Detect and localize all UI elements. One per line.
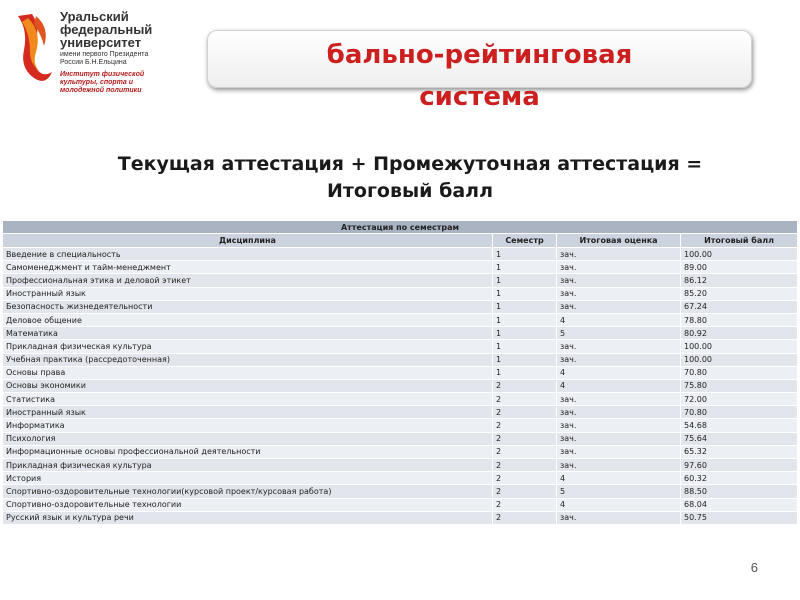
final-score-cell: 67.24 [681,300,798,313]
final-score-cell: 78.80 [681,313,798,326]
final-score-cell: 97.60 [681,459,798,472]
table-row [3,485,798,498]
discipline-cell: Статистика [3,393,493,406]
column-header-semester: Семестр [493,234,557,248]
university-logo [14,10,164,105]
grading-formula-line: Текущая аттестация + Промежуточная аттестация = [117,153,703,175]
final-grade-cell: зач. [557,511,681,524]
table-row [3,459,798,472]
discipline-cell: Спортивно-оздоровительные технологии(курсовой проект/курсовая работа) [3,485,493,498]
semester-cell: 1 [493,340,557,353]
attestation-table-container [2,220,797,525]
page-number: 6 [750,560,758,575]
table-row [3,419,798,432]
column-header-final-grade: Итоговая оценка [557,234,681,248]
grading-formula-line: Итоговый балл [327,180,493,202]
table-row [3,498,798,511]
final-grade-cell: 4 [557,498,681,511]
semester-cell: 1 [493,261,557,274]
slide-title-line: система [419,82,540,112]
final-grade-cell: зач. [557,340,681,353]
semester-cell: 2 [493,393,557,406]
semester-cell: 1 [493,366,557,379]
final-score-cell: 75.80 [681,379,798,392]
semester-cell: 2 [493,485,557,498]
final-score-cell: 100.00 [681,353,798,366]
table-row [3,261,798,274]
semester-cell: 2 [493,511,557,524]
final-score-cell: 70.80 [681,366,798,379]
final-grade-cell: 4 [557,313,681,326]
final-grade-cell: зач. [557,419,681,432]
discipline-cell: Информатика [3,419,493,432]
discipline-cell: Математика [3,327,493,340]
university-name [60,10,160,49]
semester-cell: 1 [493,353,557,366]
discipline-cell: История [3,472,493,485]
semester-cell: 2 [493,432,557,445]
slide-title [207,34,752,118]
final-score-cell: 75.64 [681,432,798,445]
table-row [3,511,798,524]
discipline-cell: Русский язык и культура речи [3,511,493,524]
semester-cell: 1 [493,287,557,300]
final-score-cell: 54.68 [681,419,798,432]
final-grade-cell: 5 [557,485,681,498]
university-name-line: университет [60,35,142,50]
final-grade-cell: 5 [557,327,681,340]
table-row [3,287,798,300]
discipline-cell: Основы права [3,366,493,379]
discipline-cell: Психология [3,432,493,445]
final-score-cell: 86.12 [681,274,798,287]
institute-name-line: Институт физической [60,71,145,78]
final-grade-cell: 4 [557,366,681,379]
discipline-cell: Основы экономики [3,379,493,392]
final-score-cell: 88.50 [681,485,798,498]
final-grade-cell: зач. [557,393,681,406]
discipline-cell: Профессиональная этика и деловой этикет [3,274,493,287]
semester-cell: 2 [493,498,557,511]
final-grade-cell: зач. [557,432,681,445]
discipline-cell: Прикладная физическая культура [3,459,493,472]
final-score-cell: 68.04 [681,498,798,511]
discipline-cell: Учебная практика (рассредоточенная) [3,353,493,366]
final-grade-cell: зач. [557,459,681,472]
table-row [3,353,798,366]
final-grade-cell: зач. [557,287,681,300]
discipline-cell: Спортивно-оздоровительные технологии [3,498,493,511]
table-row [3,406,798,419]
table-row [3,472,798,485]
slide-title-line: бально-рейтинговая [326,40,633,70]
semester-cell: 1 [493,248,557,261]
table-row [3,327,798,340]
discipline-cell: Прикладная физическая культура [3,340,493,353]
table-row [3,300,798,313]
discipline-cell: Деловое общение [3,313,493,326]
semester-cell: 1 [493,327,557,340]
table-row [3,379,798,392]
table-row [3,313,798,326]
table-row [3,274,798,287]
table-body [3,248,798,525]
column-header-discipline: Дисциплина [3,234,493,248]
table-caption: Аттестация по семестрам [3,221,798,234]
final-grade-cell: зач. [557,353,681,366]
final-score-cell: 70.80 [681,406,798,419]
final-grade-cell: зач. [557,300,681,313]
final-grade-cell: 4 [557,472,681,485]
institute-name-line: культуры, спорта и [60,79,134,86]
institute-name-line: молодежной политики [60,87,142,94]
grading-formula [40,151,780,205]
final-grade-cell: зач. [557,406,681,419]
university-subtitle-line: России Б.Н.Ельцина [60,59,127,66]
university-subtitle [60,51,160,67]
university-subtitle-line: имени первого Президента [60,51,149,58]
semester-cell: 2 [493,406,557,419]
discipline-cell: Безопасность жизнедеятельности [3,300,493,313]
table-row [3,432,798,445]
university-name-line: Уральский [60,9,129,24]
ural-university-emblem-icon [14,12,56,84]
semester-cell: 2 [493,459,557,472]
final-score-cell: 100.00 [681,248,798,261]
final-grade-cell: зач. [557,261,681,274]
discipline-cell: Иностранный язык [3,287,493,300]
table-row [3,248,798,261]
discipline-cell: Самоменеджмент и тайм-менеджмент [3,261,493,274]
final-score-cell: 89.00 [681,261,798,274]
university-name-line: федеральный [60,22,153,37]
semester-cell: 2 [493,472,557,485]
final-score-cell: 72.00 [681,393,798,406]
table-row [3,393,798,406]
final-score-cell: 65.32 [681,445,798,458]
table-row [3,366,798,379]
semester-cell: 2 [493,419,557,432]
table-row [3,445,798,458]
semester-cell: 1 [493,313,557,326]
semester-cell: 2 [493,445,557,458]
final-score-cell: 80.92 [681,327,798,340]
final-grade-cell: 4 [557,379,681,392]
column-header-final-score: Итоговый балл [681,234,798,248]
final-score-cell: 50.75 [681,511,798,524]
semester-cell: 1 [493,300,557,313]
final-score-cell: 60.32 [681,472,798,485]
discipline-cell: Иностранный язык [3,406,493,419]
final-grade-cell: зач. [557,274,681,287]
discipline-cell: Информационные основы профессиональной деятельности [3,445,493,458]
discipline-cell: Введение в специальность [3,248,493,261]
table-row [3,340,798,353]
attestation-table [2,220,798,525]
final-score-cell: 100.00 [681,340,798,353]
semester-cell: 2 [493,379,557,392]
institute-name [60,71,160,95]
semester-cell: 1 [493,274,557,287]
final-score-cell: 85.20 [681,287,798,300]
final-grade-cell: зач. [557,248,681,261]
final-grade-cell: зач. [557,445,681,458]
